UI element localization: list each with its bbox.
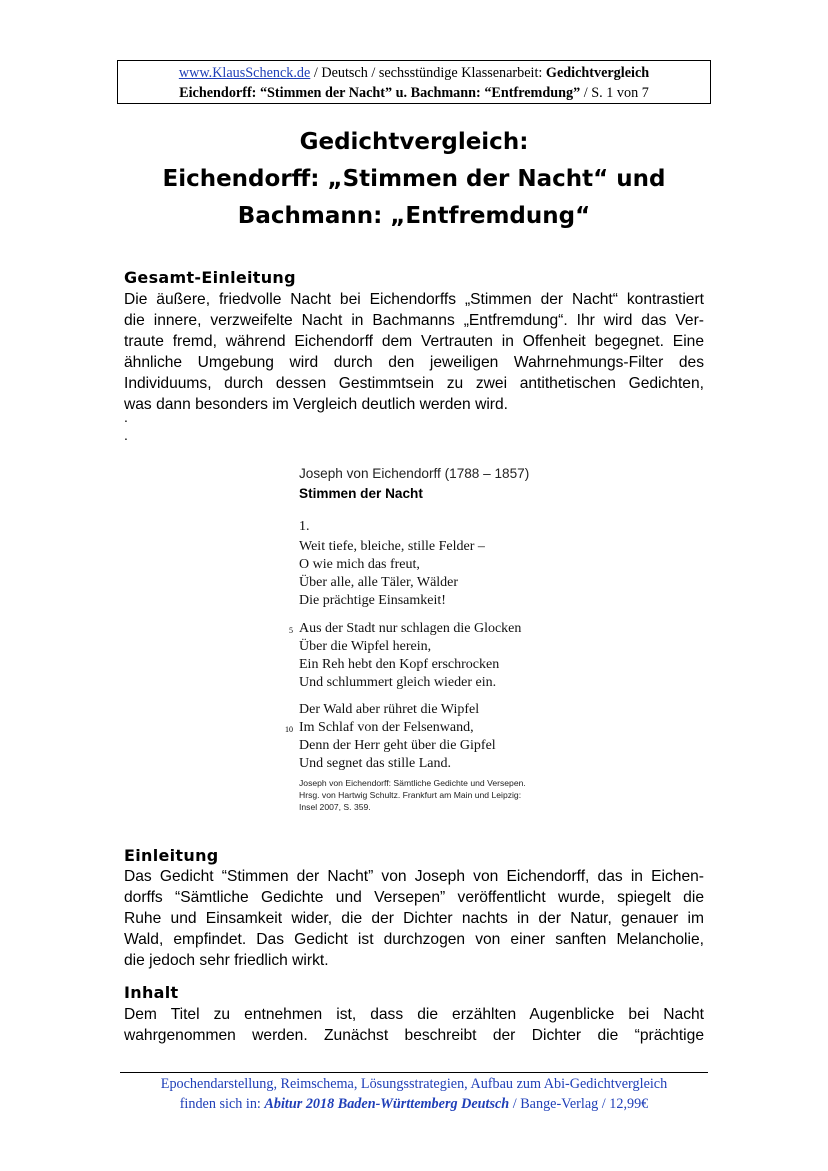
source-line: Insel 2007, S. 359. — [299, 802, 371, 812]
poem-line: Weit tiefe, bleiche, stille Felder – — [299, 539, 485, 554]
poem-line: O wie mich das freut, — [299, 557, 420, 572]
poem-line: Und segnet das stille Land. — [299, 756, 452, 771]
paragraph-line: Das Gedicht “Stimmen der Nacht” von Joseph von Eichendorff, das in Eichen- — [124, 868, 704, 885]
header-line-2 — [118, 83, 710, 103]
poem-line: Die prächtige Einsamkeit! — [299, 593, 446, 608]
footer-publisher: / Bange-Verlag / 12,99€ — [509, 1096, 649, 1112]
poem-source — [299, 777, 526, 813]
paragraph-line: was dann besonders im Vergleich deutlich werden wird. — [124, 396, 508, 413]
stanza-number: 1. — [299, 519, 310, 534]
paragraph-line: Ruhe und Einsamkeit wider, die der Dichter nachts in der Natur, genauer im — [124, 910, 704, 927]
einleitung-paragraph — [124, 866, 704, 971]
footer-book-title: Abitur 2018 Baden-Württemberg Deutsch — [264, 1096, 510, 1112]
header-line-1-text: / Deutsch / sechsstündige Klassenarbeit: — [310, 65, 546, 81]
paragraph-line: die jedoch sehr friedlich wirkt. — [124, 952, 329, 969]
inhalt-paragraph — [124, 1004, 704, 1046]
header-poems: Eichendorff: “Stimmen der Nacht” u. Bachmann: “Entfremdung” — [179, 85, 581, 101]
footer-line-1: Epochendarstellung, Reimschema, Lösungsstrategien, Aufbau zum Abi-Gedichtvergleich — [160, 1076, 668, 1092]
header-line-1 — [118, 63, 710, 83]
footer-prefix: finden sich in: — [179, 1096, 265, 1112]
paragraph-line: traute fremd, während Eichendorff dem Vertrauten in Offenheit begegnet. Eine — [124, 333, 704, 350]
einleitung-heading: Einleitung — [124, 846, 219, 865]
paragraph-line: Wald, empfindet. Das Gedicht ist durchzogen von einer sanften Melancholie, — [124, 931, 704, 948]
paragraph-line: wahrgenommen werden. Zunächst beschreibt der Dichter die “prächtige — [124, 1027, 704, 1044]
document-title — [80, 124, 748, 235]
header-page-number: / S. 1 von 7 — [580, 85, 649, 101]
gesamt-einleitung-heading: Gesamt-Einleitung — [124, 268, 296, 287]
title-line-2: Eichendorff: „Stimmen der Nacht“ und — [162, 166, 666, 192]
poem-line: Ein Reh hebt den Kopf erschrocken — [299, 657, 500, 672]
source-line: Joseph von Eichendorff: Sämtliche Gedichte und Versepen. — [299, 778, 526, 788]
paragraph-line: Dem Titel zu entnehmen ist, dass die erzählten Augenblicke bei Nacht — [124, 1006, 704, 1023]
page-header — [117, 60, 711, 104]
paragraph-line: Individuums, durch dessen Gestimmtsein zu zwei antithetischen Gedichten, — [124, 375, 704, 392]
poem-line: Über die Wipfel herein, — [299, 639, 432, 654]
line-number: 5 — [289, 626, 293, 635]
paragraph-line: Die äußere, friedvolle Nacht bei Eichendorffs „Stimmen der Nacht“ kontrastiert — [124, 291, 704, 308]
footer-line-2 — [100, 1094, 728, 1114]
website-link[interactable]: www.KlausSchenck.de — [178, 65, 311, 81]
poem-line: Denn der Herr geht über die Gipfel — [299, 738, 496, 753]
page-footer — [100, 1074, 728, 1114]
poem-author: Joseph von Eichendorff (1788 – 1857) — [299, 466, 530, 481]
poem-line: Aus der Stadt nur schlagen die Glocken — [299, 621, 522, 636]
poem-line: Der Wald aber rühret die Wipfel — [299, 702, 480, 717]
footer-divider — [120, 1072, 708, 1073]
title-line-1: Gedichtvergleich: — [299, 129, 529, 155]
inhalt-heading: Inhalt — [124, 983, 179, 1002]
poem-line: Im Schlaf von der Felsenwand, — [299, 720, 474, 735]
ellipsis-dot: . — [124, 427, 128, 443]
gesamt-einleitung-paragraph — [124, 289, 704, 415]
source-line: Hrsg. von Hartwig Schultz. Frankfurt am Main und Leipzig: — [299, 790, 522, 800]
poem-title: Stimmen der Nacht — [299, 486, 423, 501]
paragraph-line: ähnliche Umgebung wird durch den jeweiligen Wahrnehmungs-Filter des — [124, 354, 704, 371]
poem-line: Über alle, alle Täler, Wälder — [299, 575, 459, 590]
paragraph-line: dorffs “Sämtliche Gedichte und Versepen” veröffentlicht wurde, spiegelt die — [124, 889, 704, 906]
ellipsis-dot: . — [124, 409, 128, 425]
poem-line: Und schlummert gleich wieder ein. — [299, 675, 497, 690]
paragraph-line: die innere, verzweifelte Nacht in Bachmanns „Entfremdung“. Ihr wird das Ver- — [124, 312, 704, 329]
header-topic: Gedichtvergleich — [545, 65, 650, 81]
title-line-3: Bachmann: „Entfremdung“ — [237, 203, 591, 229]
line-number: 10 — [285, 725, 293, 734]
